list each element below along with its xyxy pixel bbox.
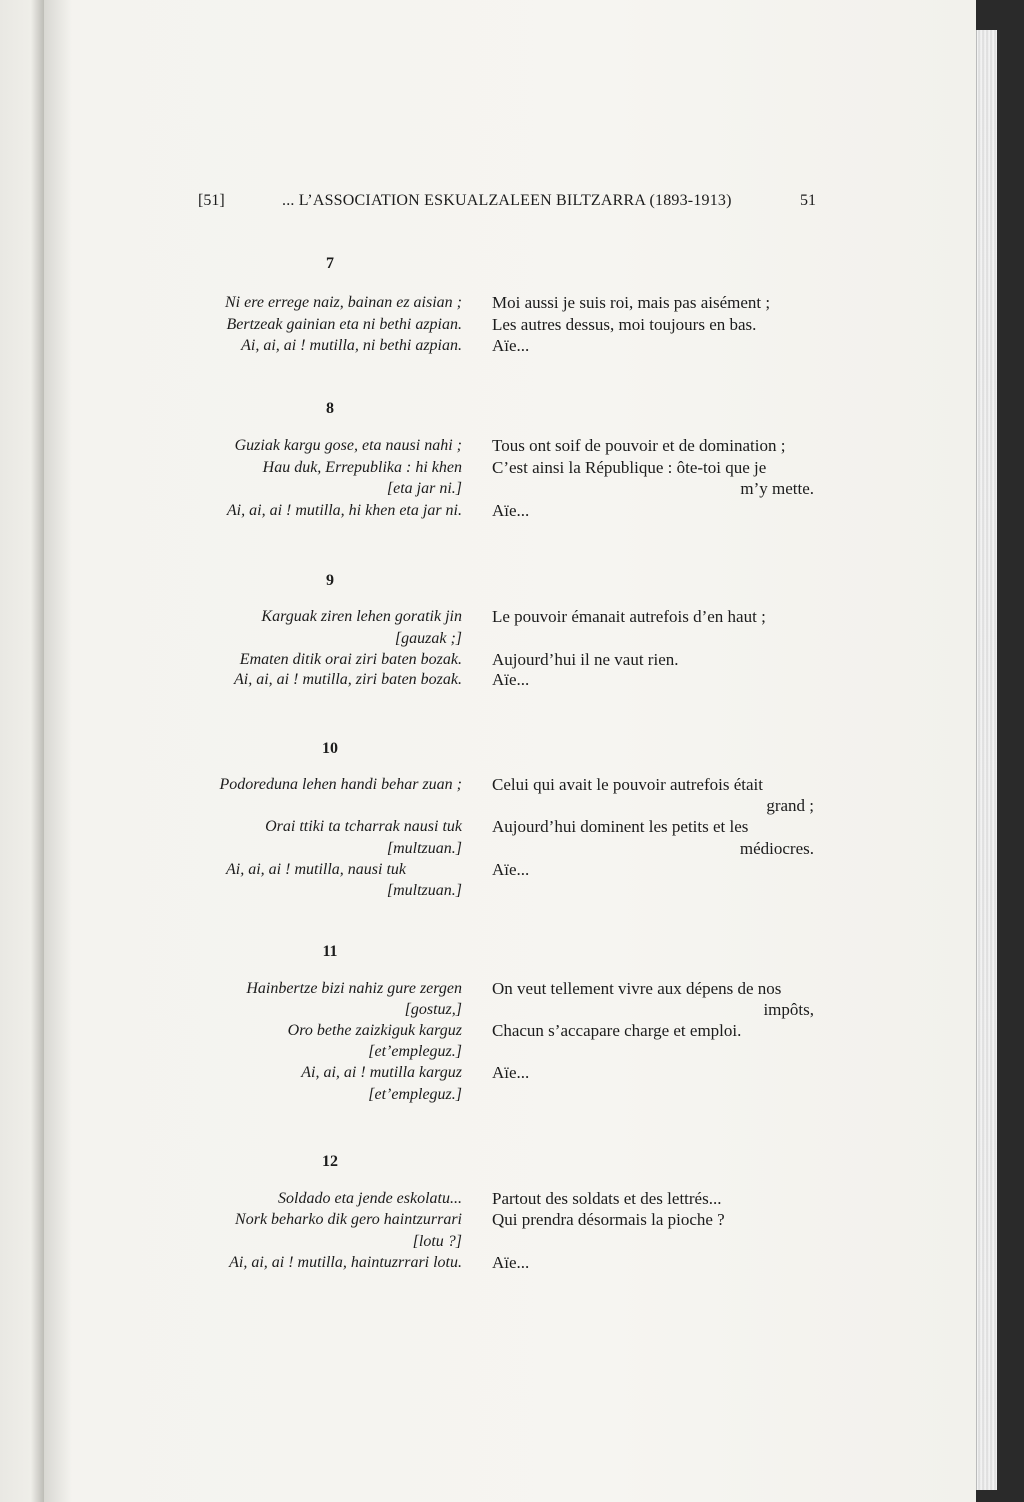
page-number: 51 — [800, 192, 816, 209]
french-line: Aïe... — [492, 1063, 530, 1082]
french-line: Les autres dessus, moi toujours en bas. — [492, 315, 757, 334]
french-line: Aïe... — [492, 670, 530, 689]
basque-line: [lotu ?] — [412, 1233, 462, 1250]
french-line: C’est ainsi la République : ôte-toi que je — [492, 458, 767, 477]
basque-line: Karguak ziren lehen goratik jin — [261, 608, 462, 625]
french-line: Aïe... — [492, 1253, 530, 1272]
stanza-number: 11 — [322, 943, 338, 960]
basque-line: [et’empleguz.] — [368, 1043, 462, 1060]
basque-line: Ai, ai, ai ! mutilla, haintuzrrari lotu. — [229, 1254, 462, 1271]
french-line: médiocres. — [739, 839, 814, 858]
basque-line: Hainbertze bizi nahiz gure zergen — [246, 980, 462, 997]
basque-line: Ai, ai, ai ! mutilla, nausi tuk — [226, 861, 406, 878]
basque-line: [eta jar ni.] — [386, 480, 462, 497]
stanza-number: 12 — [322, 1153, 338, 1170]
french-line: Partout des soldats et des lettrés... — [492, 1189, 722, 1208]
french-line: Qui prendra désormais la pioche ? — [492, 1210, 725, 1229]
french-line: Celui qui avait le pouvoir autrefois était — [492, 775, 763, 794]
french-line: Moi aussi je suis roi, mais pas aisément ; — [492, 293, 771, 312]
basque-line: [multzuan.] — [386, 840, 462, 857]
running-title: ... L’ASSOCIATION ESKUALZALEEN BILTZARRA (1893-1913) — [282, 192, 732, 209]
french-line: m’y mette. — [740, 479, 814, 498]
basque-line: Guziak kargu gose, eta nausi nahi ; — [234, 437, 462, 454]
stanza-number: 8 — [326, 400, 334, 417]
french-line: Le pouvoir émanait autrefois d’en haut ; — [492, 607, 766, 626]
basque-line: Nork beharko dik gero haintzurrari — [235, 1211, 462, 1228]
basque-line: [multzuan.] — [386, 882, 462, 899]
french-line: On veut tellement vivre aux dépens de nos — [492, 979, 782, 998]
basque-line: Podoreduna lehen handi behar zuan ; — [219, 776, 462, 793]
basque-line: Hau duk, Errepublika : hi khen — [262, 459, 462, 476]
french-line: Aujourd’hui dominent les petits et les — [492, 817, 749, 836]
french-line: Chacun s’accapare charge et emploi. — [492, 1021, 742, 1040]
basque-line: Ai, ai, ai ! mutilla, hi khen eta jar ni. — [226, 502, 462, 519]
page-block-edge — [976, 30, 997, 1490]
french-line: grand ; — [766, 796, 814, 815]
basque-line: [gauzak ;] — [394, 630, 462, 647]
basque-line: Oro bethe zaizkiguk karguz — [287, 1022, 462, 1039]
basque-line: Bertzeak gainian eta ni bethi azpian. — [226, 316, 462, 333]
stanza-number: 10 — [322, 740, 338, 757]
stanza-number: 7 — [326, 255, 334, 272]
french-line: Aïe... — [492, 501, 530, 520]
basque-line: Ematen ditik orai ziri baten bozak. — [239, 651, 462, 668]
facing-page-edge — [0, 0, 44, 1502]
french-line: Aujourd’hui il ne vaut rien. — [492, 650, 679, 669]
basque-line: Ai, ai, ai ! mutilla karguz — [301, 1064, 462, 1081]
book-page — [44, 0, 976, 1502]
french-line: impôts, — [763, 1000, 814, 1019]
page-reference: [51] — [198, 192, 225, 209]
basque-line: Ai, ai, ai ! mutilla, ziri baten bozak. — [234, 671, 462, 688]
basque-line: Ni ere errege naiz, bainan ez aisian ; — [224, 294, 462, 311]
basque-line: Ai, ai, ai ! mutilla, ni bethi azpian. — [241, 337, 462, 354]
basque-line: [gostuz,] — [404, 1001, 462, 1018]
french-line: Aïe... — [492, 336, 530, 355]
basque-line: [et’empleguz.] — [368, 1086, 462, 1103]
basque-line: Orai ttiki ta tcharrak nausi tuk — [265, 818, 462, 835]
basque-line: Soldado eta jende eskolatu... — [278, 1190, 462, 1207]
french-line: Tous ont soif de pouvoir et de domination ; — [492, 436, 786, 455]
french-line: Aïe... — [492, 860, 530, 879]
stanza-number: 9 — [326, 572, 334, 589]
